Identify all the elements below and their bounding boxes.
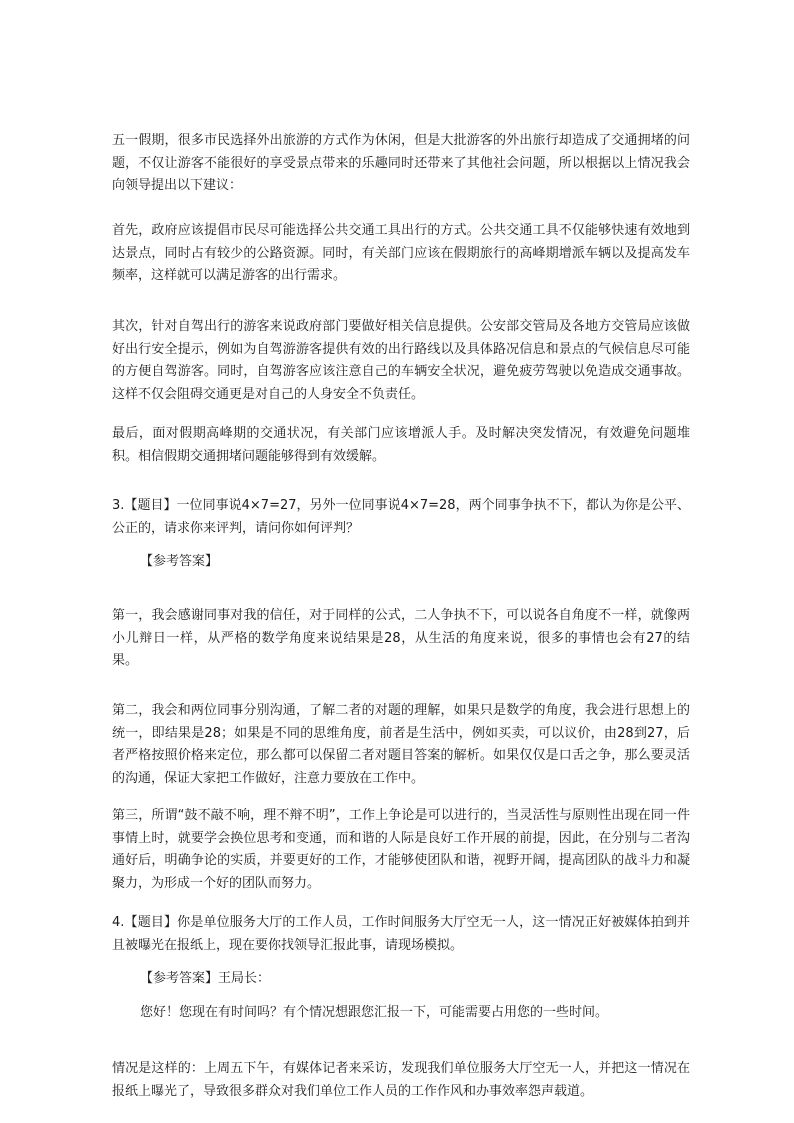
answer-4-greeting: 您好！您现在有时间吗？有个情况想跟您汇报一下，可能需要占用您的一些时间。 (140, 1005, 609, 1020)
paragraph-intro: 五一假期，很多市民选择外出旅游的方式作为休闲，但是大批游客的外出旅行却造成了交通拥堵的问题，不仅让游客不能很好的享受景点带来的乐趣同时还带来了其他社会问题，所以根据以上情况我会向领导提出以下建议： (112, 133, 690, 193)
paragraph-first-suggestion: 首先，政府应该提倡市民尽可能选择公共交通工具出行的方式。公共交通工具不仅能够快速有效地到达景点，同时占有较少的公路资源。同时，有关部门应该在假期旅行的高峰期增派车辆以及提高发车频率，这样就可以满足游客的出行需求。 (112, 223, 690, 283)
question-3-answer-label: 【参考答案】 (140, 554, 219, 569)
question-3: 3.【题目】一位同事说4×7=27，另外一位同事说4×7=28，两个同事争执不下，都认为你是公平、公正的，请求你来评判，请问你如何评判？ (112, 498, 690, 536)
answer-3-part-1: 第一，我会感谢同事对我的信任，对于同样的公式，二人争执不下，可以说各自角度不一样，就像两小儿辩日一样，从严格的数学角度来说结果是28，从生活的角度来说，很多的事情也会有27的结果。 (112, 608, 690, 668)
question-4-answer-label: 【参考答案】王局长： (140, 971, 271, 986)
question-4: 4.【题目】你是单位服务大厅的工作人员，工作时间服务大厅空无一人，这一情况正好被媒体拍到并且被曝光在报纸上，现在要你找领导汇报此事，请现场模拟。 (112, 915, 690, 953)
paragraph-third-suggestion: 最后，面对假期高峰期的交通状况，有关部门应该增派人手。及时解决突发情况，有效避免问题堆积。相信假期交通拥堵问题能够得到有效缓解。 (112, 426, 690, 464)
paragraph-second-suggestion: 其次，针对自驾出行的游客来说政府部门要做好相关信息提供。公安部交管局及各地方交管局应该做好出行安全提示，例如为自驾游游客提供有效的出行路线以及具体路况信息和景点的气候信息尽可能的方便自驾游客。同时，自驾游客应该注意自己的车辆安全状况，避免疲劳驾驶以免造成交通事故。这样不仅会阻碍交通更是对自己的人身安全不负责任。 (112, 319, 690, 402)
answer-3-part-3: 第三，所谓“鼓不敲不响，理不辩不明”，工作上争论是可以进行的，当灵活性与原则性出现在同一件事情上时，就要学会换位思考和变通，而和谐的人际是良好工作开展的前提，因此，在分别与二者沟通好后，明确争论的实质，并要更好的工作，才能够使团队和谐，视野开阔，提高团队的战斗力和凝聚力，为形成一个好的团队而努力。 (112, 808, 690, 891)
answer-3-part-2: 第二，我会和两位同事分别沟通，了解二者的对题的理解，如果只是数学的角度，我会进行思想上的统一，即结果是28；如果是不同的思维角度，前者是生活中，例如买卖，可以议价，由28到27，后者严格按照价格来定位，那么都可以保留二者对题目答案的解析。如果仅仅是口舌之争，那么要灵活的沟通，保证大家把工作做好，注意力要放在工作中。 (112, 703, 690, 786)
answer-4-situation: 情况是这样的：上周五下午，有媒体记者来采访，发现我们单位服务大厅空无一人，并把这一情况在报纸上曝光了，导致很多群众对我们单位工作人员的工作作风和办事效率怨声载道。 (112, 1061, 690, 1099)
